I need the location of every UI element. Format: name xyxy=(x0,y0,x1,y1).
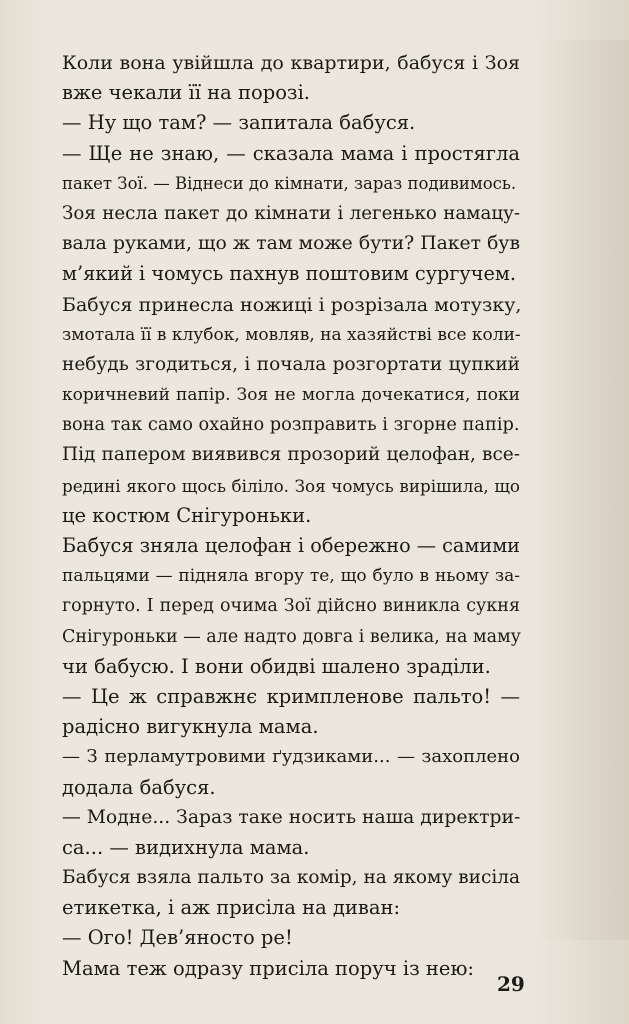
show-through-shadow xyxy=(534,40,629,940)
text-line: са... — видихнула мама. xyxy=(62,835,310,859)
text-line: Бабуся принесла ножиці і розрізала мотузку, xyxy=(62,293,522,316)
text-line: горнуто. І перед очима Зої дійсно виникла сукня xyxy=(62,596,520,617)
text-line: пакет Зої. — Віднеси до кімнати, зараз подивимось. xyxy=(62,173,517,193)
text-line: Снігуроньки — але надто довга і велика, на маму xyxy=(62,626,521,647)
text-line: — Ще не знаю, — сказала мама і простягла xyxy=(62,141,520,165)
text-line: м’який і чомусь пахнув поштовим сургучем. xyxy=(62,262,516,286)
text-line: вона так само охайно розправить і згорне папір. xyxy=(62,415,520,436)
page-number: 29 xyxy=(497,972,525,996)
text-line: Мама теж одразу присіла поруч із нею: xyxy=(62,956,474,980)
text-line: — Це ж справжнє кримпленове пальто! — xyxy=(62,684,520,708)
body-text xyxy=(62,48,520,984)
text-line: редині якого щось біліло. Зоя чомусь вирішила, що xyxy=(62,475,520,496)
text-line: — З перламутровими ґудзиками... — захоплено xyxy=(62,746,520,768)
text-line: — Модне... Зараз таке носить наша директри- xyxy=(62,806,521,828)
text-line: пальцями — підняла вгору те, що було в ньому за- xyxy=(62,566,520,587)
text-line: змотала її в клубок, мовляв, на хазяйстві все коли- xyxy=(62,324,521,345)
text-line: Бабуся взяла пальто за комір, на якому висіла xyxy=(62,867,521,889)
text-line: радісно вигукнула мама. xyxy=(62,715,319,739)
text-line: чи бабусю. І вони обидві шалено зраділи. xyxy=(62,654,491,678)
text-line: небудь згодиться, і почала розгортати цупкий xyxy=(62,353,520,375)
text-line: Бабуся зняла целофан і обережно — самими xyxy=(62,534,521,557)
text-line: етикетка, і аж присіла на диван: xyxy=(62,896,401,920)
text-line: це костюм Снігуроньки. xyxy=(62,503,312,527)
text-line: вже чекали її на порозі. xyxy=(62,81,311,105)
text-line: — Ого! Дев’яносто ре! xyxy=(62,926,293,950)
text-line: Зоя несла пакет до кімнати і легенько намацу- xyxy=(62,202,520,224)
text-line: Під папером виявився прозорий целофан, все- xyxy=(62,444,520,466)
text-line: Коли вона увійшла до квартири, бабуся і Зоя xyxy=(62,52,520,74)
text-line: вала руками, що ж там може бути? Пакет був xyxy=(62,233,520,255)
text-line: додала бабуся. xyxy=(62,775,216,799)
text-line: коричневий папір. Зоя не могла дочекатися, поки xyxy=(62,385,520,406)
text-line: — Ну що там? — запитала бабуся. xyxy=(62,111,416,135)
